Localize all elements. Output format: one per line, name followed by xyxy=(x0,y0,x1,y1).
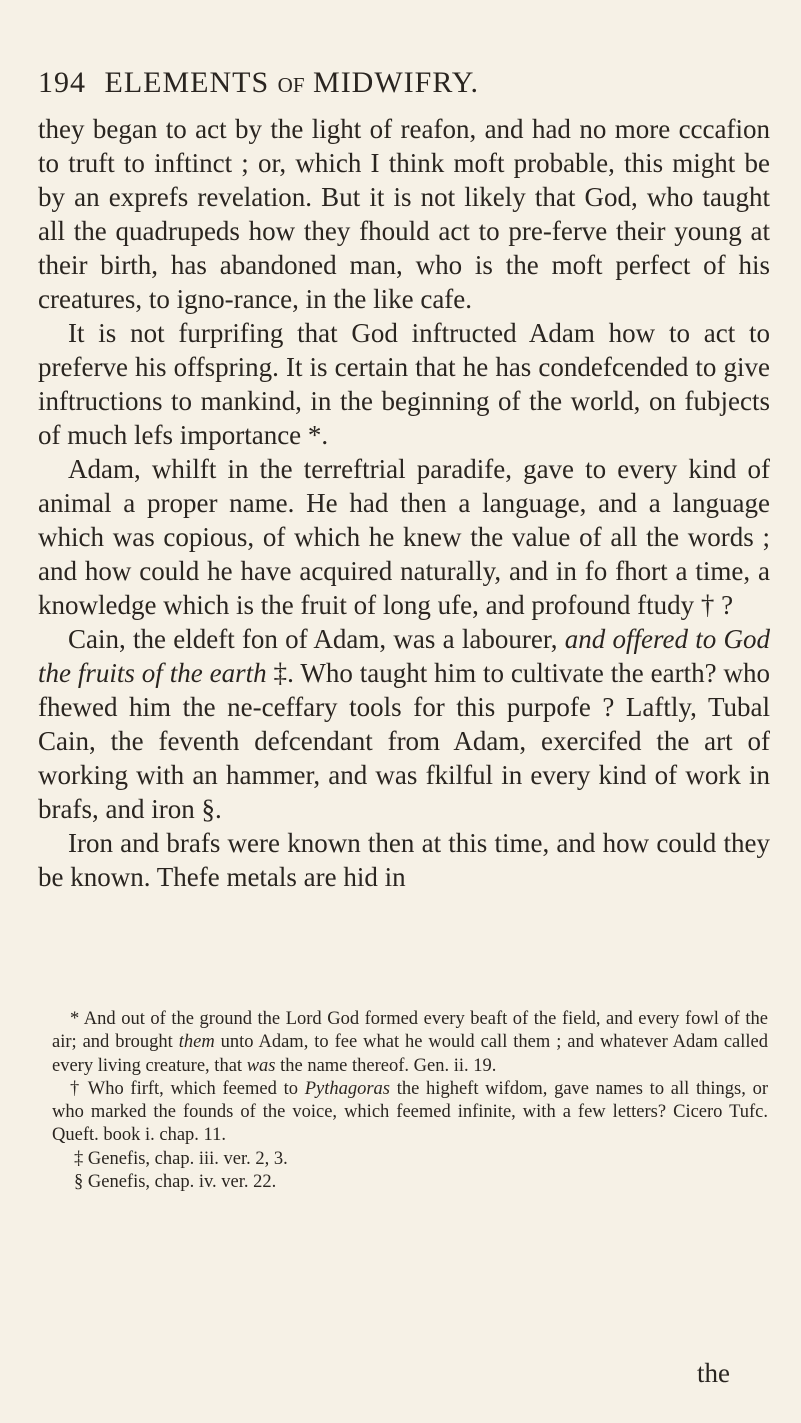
footnote-section: § Genefis, chap. iv. ver. 22. xyxy=(74,1172,277,1193)
footnote-1-text-b: unto Adam, to fee what he would call them ; and whatever Adam called every living creature, that xyxy=(52,1032,768,1076)
main-text xyxy=(38,112,770,894)
footnote-2-text-b: the higheft wifdom, gave names to all things, or who marked the founds of the voice, which feemed infinite, with a few letters? Cicero Tufc. Queft. book i. chap. 11. xyxy=(52,1078,768,1146)
paragraph-4-start: Cain, the eldeft fon of Adam, was a labourer, xyxy=(68,624,565,654)
footnote-double-dagger: ‡ Genefis, chap. iii. ver. 2, 3. xyxy=(74,1148,288,1169)
footnote-1-italic-them: them xyxy=(178,1032,215,1053)
footnote-2-text-a: † Who firft, which feemed to xyxy=(70,1078,305,1099)
running-header xyxy=(38,66,758,100)
catchword: the xyxy=(697,1358,730,1388)
paragraph-4-quote: and offered to God the fruits of the earth xyxy=(38,624,770,688)
paragraph-5: Iron and brafs were known then at this time, and how could they be known. Thefe metals are hid in xyxy=(38,828,770,892)
header-title-of: OF xyxy=(277,73,305,97)
page-number: 194 xyxy=(38,66,86,99)
footnote-1-text-a: * And out of the ground the Lord God formed every beaft of the field, and every fowl of the air; and brought xyxy=(52,1009,768,1053)
footnote-asterisk xyxy=(52,1008,768,1078)
footnotes xyxy=(52,1008,768,1194)
paragraph-4 xyxy=(38,622,770,826)
paragraph-1: they began to act by the light of reafon, and had no more cccafion to truft to inftinct ; or, which I think moft probable, this might be by an exprefs revelation. But it is not likely that God, who taught all the quadrupeds how they fhould act to pre-ferve their young at their birth, has abandoned man, who is the moft perfect of his creatures, to igno-rance, in the like cafe. xyxy=(38,114,770,314)
footnote-2-italic-pythagoras: Pythagoras xyxy=(304,1078,391,1099)
paragraph-3: Adam, whilft in the terreftrial paradife, gave to every kind of animal a proper name. He had then a language, and a language which was copious, of which he knew the value of all the words ; and how could he have acquired naturally, and in fo fhort a time, a knowledge which is the fruit of long ufe, and profound ftudy † ? xyxy=(38,454,770,620)
footnote-1-text-c: the name thereof. Gen. ii. 19. xyxy=(275,1055,497,1076)
paragraph-2: It is not furprifing that God inftructed Adam how to act to preferve his offspring. It is certain that he has condefcended to give inftructions to mankind, in the beginning of the world, on fubjects of much lefs importance *. xyxy=(38,318,770,450)
paragraph-4-end: ‡. Who taught him to cultivate the earth? who fhewed him the ne-ceffary tools for this purpofe ? Laftly, Tubal Cain, the feventh defcendant from Adam, exercifed the art of working with an hammer, and was fkilful in every kind of work in brafs, and iron §. xyxy=(38,658,771,824)
header-title-elements: ELEMENTS xyxy=(104,66,270,99)
header-title-midwifry: MIDWIFRY. xyxy=(313,66,479,99)
footnote-dagger xyxy=(52,1078,768,1148)
footnote-1-italic-was: was xyxy=(246,1055,276,1076)
